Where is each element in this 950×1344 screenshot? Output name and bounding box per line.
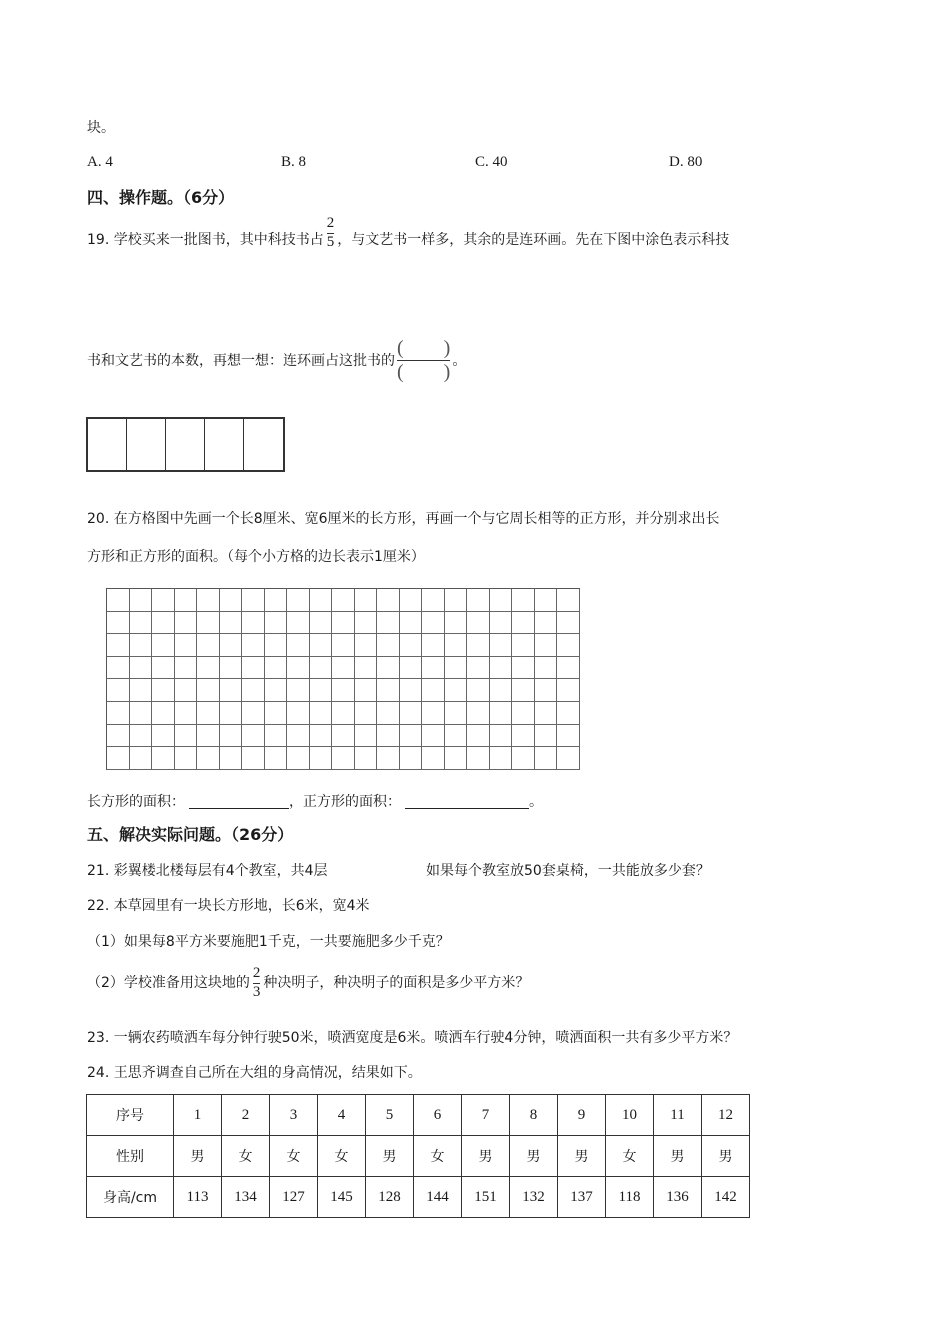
- height-cell: 137: [558, 1177, 606, 1218]
- grid-cell[interactable]: [422, 702, 445, 725]
- grid-cell[interactable]: [130, 702, 153, 725]
- grid-cell[interactable]: [445, 747, 468, 770]
- grid-cell[interactable]: [265, 612, 288, 635]
- grid-cell[interactable]: [445, 612, 468, 635]
- grid-cell[interactable]: [557, 679, 580, 702]
- fraction-numerator: 2: [252, 965, 261, 981]
- answer-end: 。: [529, 794, 543, 810]
- grid-cell[interactable]: [490, 679, 513, 702]
- id-cell: 5: [366, 1095, 414, 1136]
- grid-cell[interactable]: [265, 589, 288, 612]
- gender-cell: 男: [174, 1136, 222, 1177]
- id-cell: 11: [654, 1095, 702, 1136]
- grid-cell[interactable]: [310, 747, 333, 770]
- grid-cell[interactable]: [355, 589, 378, 612]
- q22-sub2-before: （2）学校准备用这块地的: [87, 975, 250, 992]
- grid-cell[interactable]: [535, 725, 558, 748]
- grid-cell[interactable]: [400, 657, 423, 680]
- grid-cell[interactable]: [220, 657, 243, 680]
- grid-cell[interactable]: [310, 612, 333, 635]
- height-cell: 144: [414, 1177, 462, 1218]
- grid-cell[interactable]: [152, 634, 175, 657]
- grid-cell[interactable]: [310, 702, 333, 725]
- grid-cell[interactable]: [197, 725, 220, 748]
- grid-cell[interactable]: [535, 679, 558, 702]
- grid-cell[interactable]: [175, 747, 198, 770]
- grid-cell[interactable]: [107, 725, 130, 748]
- grid-cell[interactable]: [400, 679, 423, 702]
- gender-cell: 女: [318, 1136, 366, 1177]
- grid-cell[interactable]: [310, 657, 333, 680]
- square-area-label: 正方形的面积：: [303, 794, 401, 810]
- grid-cell[interactable]: [377, 679, 400, 702]
- grid-cell[interactable]: [175, 634, 198, 657]
- grid-cell[interactable]: [355, 725, 378, 748]
- square-area-blank[interactable]: [405, 794, 529, 809]
- grid-cell[interactable]: [130, 612, 153, 635]
- grid-cell[interactable]: [377, 589, 400, 612]
- grid-cell[interactable]: [242, 589, 265, 612]
- gender-cell: 女: [414, 1136, 462, 1177]
- grid-cell[interactable]: [490, 725, 513, 748]
- grid-cell[interactable]: [242, 657, 265, 680]
- q22-sub2: [87, 966, 529, 1001]
- answer-separator: ，: [289, 794, 303, 810]
- q18-option-a: A. 4: [87, 154, 113, 170]
- gender-cell: 女: [270, 1136, 318, 1177]
- q20-answer-line: [87, 794, 543, 809]
- grid-cell[interactable]: [535, 589, 558, 612]
- id-cell: 6: [414, 1095, 462, 1136]
- grid-cell[interactable]: [467, 657, 490, 680]
- grid-cell[interactable]: [287, 634, 310, 657]
- grid-cell[interactable]: [265, 634, 288, 657]
- grid-cell[interactable]: [265, 679, 288, 702]
- gender-cell: 男: [462, 1136, 510, 1177]
- grid-cell[interactable]: [422, 679, 445, 702]
- grid-cell[interactable]: [310, 725, 333, 748]
- height-cell: 136: [654, 1177, 702, 1218]
- q18-continuation: 块。: [87, 120, 115, 136]
- q19-fraction: [327, 216, 335, 251]
- grid-cell[interactable]: [422, 634, 445, 657]
- gender-cell: 男: [702, 1136, 750, 1177]
- row-header-gender: 性别: [87, 1136, 174, 1177]
- grid-cell[interactable]: [467, 589, 490, 612]
- height-cell: 134: [222, 1177, 270, 1218]
- grid-cell[interactable]: [400, 612, 423, 635]
- grid-cell[interactable]: [467, 679, 490, 702]
- grid-cell[interactable]: [535, 612, 558, 635]
- row-header-height: 身高/cm: [87, 1177, 174, 1218]
- grid-cell[interactable]: [107, 747, 130, 770]
- grid-cell[interactable]: [310, 634, 333, 657]
- height-cell: 118: [606, 1177, 654, 1218]
- q20-line2: 方形和正方形的面积。（每个小方格的边长表示1厘米）: [87, 549, 425, 565]
- grid-cell[interactable]: [377, 612, 400, 635]
- grid-cell[interactable]: [287, 702, 310, 725]
- grid-cell[interactable]: [467, 702, 490, 725]
- height-cell: 132: [510, 1177, 558, 1218]
- height-cell: 127: [270, 1177, 318, 1218]
- q21-part2: 如果每个教室放50套桌椅，一共能放多少套？: [426, 863, 710, 879]
- grid-cell[interactable]: [332, 634, 355, 657]
- grid-cell[interactable]: [557, 612, 580, 635]
- gender-cell: 女: [606, 1136, 654, 1177]
- id-cell: 3: [270, 1095, 318, 1136]
- grid-cell[interactable]: [152, 612, 175, 635]
- grid-cell[interactable]: [107, 657, 130, 680]
- q18-option-b: B. 8: [281, 154, 307, 170]
- grid-cell[interactable]: [265, 657, 288, 680]
- grid-cell[interactable]: [242, 725, 265, 748]
- fraction-denominator: 5: [326, 233, 335, 250]
- grid-cell[interactable]: [445, 657, 468, 680]
- grid-cell[interactable]: [445, 725, 468, 748]
- grid-cell[interactable]: [265, 702, 288, 725]
- grid-cell[interactable]: [422, 725, 445, 748]
- grid-cell[interactable]: [355, 657, 378, 680]
- grid-cell[interactable]: [310, 679, 333, 702]
- height-cell: 128: [366, 1177, 414, 1218]
- grid-cell[interactable]: [490, 702, 513, 725]
- grid-cell[interactable]: [445, 634, 468, 657]
- grid-cell[interactable]: [467, 747, 490, 770]
- q24-text: 24. 王思齐调查自己所在大组的身高情况，结果如下。: [87, 1065, 422, 1081]
- bar-segment-4[interactable]: [205, 419, 244, 470]
- grid-cell[interactable]: [287, 725, 310, 748]
- answer-numerator-blank[interactable]: ( ): [397, 337, 451, 359]
- grid-cell[interactable]: [467, 634, 490, 657]
- grid-cell[interactable]: [557, 702, 580, 725]
- grid-cell[interactable]: [400, 725, 423, 748]
- grid-cell[interactable]: [287, 612, 310, 635]
- grid-cell[interactable]: [175, 612, 198, 635]
- grid-cell[interactable]: [152, 725, 175, 748]
- gender-cell: 女: [222, 1136, 270, 1177]
- grid-cell[interactable]: [512, 702, 535, 725]
- grid-cell[interactable]: [220, 612, 243, 635]
- grid-cell[interactable]: [287, 589, 310, 612]
- grid-cell[interactable]: [535, 634, 558, 657]
- grid-cell[interactable]: [220, 702, 243, 725]
- height-cell: 151: [462, 1177, 510, 1218]
- grid-cell[interactable]: [377, 702, 400, 725]
- grid-cell[interactable]: [152, 747, 175, 770]
- q22-stem: 22. 本草园里有一块长方形地，长6米，宽4米: [87, 898, 370, 914]
- grid-cell[interactable]: [512, 634, 535, 657]
- grid-cell[interactable]: [242, 634, 265, 657]
- fraction-denominator: 3: [252, 983, 261, 1000]
- grid-cell[interactable]: [355, 612, 378, 635]
- grid-cell[interactable]: [332, 702, 355, 725]
- q21-part1: 21. 彩翼楼北楼每层有4个教室，共4层: [87, 863, 328, 879]
- id-cell: 10: [606, 1095, 654, 1136]
- grid-cell[interactable]: [107, 612, 130, 635]
- grid-cell[interactable]: [332, 679, 355, 702]
- grid-cell[interactable]: [400, 634, 423, 657]
- grid-cell[interactable]: [355, 634, 378, 657]
- grid-cell[interactable]: [512, 747, 535, 770]
- grid-cell[interactable]: [355, 679, 378, 702]
- grid-cell[interactable]: [557, 589, 580, 612]
- grid-cell[interactable]: [512, 657, 535, 680]
- grid-cell[interactable]: [197, 657, 220, 680]
- grid-cell[interactable]: [197, 747, 220, 770]
- grid-cell[interactable]: [197, 702, 220, 725]
- grid-cell[interactable]: [242, 702, 265, 725]
- bar-segment-5[interactable]: [244, 419, 283, 470]
- id-cell: 2: [222, 1095, 270, 1136]
- grid-cell[interactable]: [332, 657, 355, 680]
- grid-cell[interactable]: [287, 679, 310, 702]
- grid-cell[interactable]: [332, 612, 355, 635]
- grid-cell[interactable]: [220, 634, 243, 657]
- gender-cell: 男: [366, 1136, 414, 1177]
- grid-cell[interactable]: [490, 747, 513, 770]
- grid-cell[interactable]: [535, 702, 558, 725]
- grid-cell[interactable]: [107, 589, 130, 612]
- bar-segment-3[interactable]: [166, 419, 205, 470]
- grid-cell[interactable]: [422, 657, 445, 680]
- grid-cell[interactable]: [265, 725, 288, 748]
- gender-cell: 男: [654, 1136, 702, 1177]
- gender-cell: 男: [510, 1136, 558, 1177]
- grid-cell[interactable]: [490, 589, 513, 612]
- table-row-ids: [87, 1095, 750, 1136]
- height-survey-table: [86, 1094, 750, 1218]
- grid-cell[interactable]: [130, 725, 153, 748]
- grid-cell[interactable]: [512, 725, 535, 748]
- grid-cell[interactable]: [175, 702, 198, 725]
- rect-area-blank[interactable]: [189, 794, 289, 809]
- grid-cell[interactable]: [512, 589, 535, 612]
- q19-five-part-bar: [86, 417, 285, 472]
- q19-line1: [87, 215, 730, 258]
- grid-cell[interactable]: [445, 589, 468, 612]
- q22-sub1: （1）如果每8平方米要施肥1千克，一共要施肥多少千克？: [87, 934, 450, 950]
- q19-line2-end: 。: [452, 352, 467, 369]
- grid-cell[interactable]: [355, 747, 378, 770]
- grid-cell[interactable]: [107, 702, 130, 725]
- grid-cell[interactable]: [242, 612, 265, 635]
- grid-cell[interactable]: [107, 679, 130, 702]
- grid-cell[interactable]: [130, 679, 153, 702]
- grid-cell[interactable]: [242, 679, 265, 702]
- id-cell: 8: [510, 1095, 558, 1136]
- q23-text: 23. 一辆农药喷洒车每分钟行驶50米，喷洒宽度是6米。喷洒车行驶4分钟，喷洒面积一共有多少平方米？: [87, 1030, 738, 1046]
- bar-segment-1[interactable]: [88, 419, 127, 470]
- height-cell: 142: [702, 1177, 750, 1218]
- grid-cell[interactable]: [467, 612, 490, 635]
- grid-cell[interactable]: [175, 679, 198, 702]
- height-cell: 145: [318, 1177, 366, 1218]
- grid-cell[interactable]: [197, 612, 220, 635]
- grid-cell[interactable]: [197, 589, 220, 612]
- grid-cell[interactable]: [512, 612, 535, 635]
- square-grid[interactable]: [106, 588, 580, 770]
- section4-title: 四、操作题。（6分）: [87, 188, 235, 207]
- grid-cell[interactable]: [445, 679, 468, 702]
- q19-answer-fraction[interactable]: [397, 338, 450, 383]
- grid-cell[interactable]: [220, 725, 243, 748]
- grid-cell[interactable]: [287, 657, 310, 680]
- grid-cell[interactable]: [422, 612, 445, 635]
- grid-cell[interactable]: [377, 747, 400, 770]
- q18-option-c: C. 40: [475, 154, 508, 170]
- grid-cell[interactable]: [220, 679, 243, 702]
- section5-title: 五、解决实际问题。（26分）: [87, 825, 294, 844]
- grid-cell[interactable]: [130, 589, 153, 612]
- row-header-id: 序号: [87, 1095, 174, 1136]
- grid-cell[interactable]: [400, 702, 423, 725]
- id-cell: 4: [318, 1095, 366, 1136]
- grid-cell[interactable]: [242, 747, 265, 770]
- bar-segment-2[interactable]: [127, 419, 166, 470]
- grid-cell[interactable]: [377, 657, 400, 680]
- grid-cell[interactable]: [310, 589, 333, 612]
- q22-fraction: [253, 966, 261, 1001]
- grid-cell[interactable]: [355, 702, 378, 725]
- q19-text-after: ，与文艺书一样多，其余的是连环画。先在下图中涂色表示科技: [337, 232, 730, 249]
- grid-cell[interactable]: [400, 747, 423, 770]
- grid-cell[interactable]: [557, 634, 580, 657]
- grid-cell[interactable]: [490, 657, 513, 680]
- grid-cell[interactable]: [557, 657, 580, 680]
- grid-cell[interactable]: [197, 679, 220, 702]
- grid-cell[interactable]: [467, 725, 490, 748]
- grid-cell[interactable]: [445, 702, 468, 725]
- id-cell: 1: [174, 1095, 222, 1136]
- q19-line2: [87, 338, 466, 383]
- gender-cell: 男: [558, 1136, 606, 1177]
- grid-cell[interactable]: [220, 747, 243, 770]
- grid-cell[interactable]: [332, 725, 355, 748]
- grid-cell[interactable]: [265, 747, 288, 770]
- grid-cell[interactable]: [332, 589, 355, 612]
- grid-cell[interactable]: [107, 634, 130, 657]
- grid-cell[interactable]: [175, 725, 198, 748]
- height-cell: 113: [174, 1177, 222, 1218]
- grid-cell[interactable]: [377, 725, 400, 748]
- answer-denominator-blank[interactable]: ( ): [397, 361, 451, 383]
- grid-cell[interactable]: [512, 679, 535, 702]
- q20-line1: 20. 在方格图中先画一个长8厘米、宽6厘米的长方形，再画一个与它周长相等的正方形，并分别求出长: [87, 511, 720, 527]
- grid-cell[interactable]: [220, 589, 243, 612]
- table-row-gender: [87, 1136, 750, 1177]
- grid-cell[interactable]: [377, 634, 400, 657]
- id-cell: 9: [558, 1095, 606, 1136]
- q18-option-d: D. 80: [669, 154, 703, 170]
- q22-sub2-after: 种决明子，种决明子的面积是多少平方米？: [263, 975, 530, 992]
- grid-cell[interactable]: [152, 702, 175, 725]
- rect-area-label: 长方形的面积：: [87, 794, 185, 810]
- grid-cell[interactable]: [535, 747, 558, 770]
- id-cell: 7: [462, 1095, 510, 1136]
- grid-cell[interactable]: [557, 747, 580, 770]
- grid-cell[interactable]: [197, 634, 220, 657]
- grid-cell[interactable]: [400, 589, 423, 612]
- grid-cell[interactable]: [490, 612, 513, 635]
- grid-cell[interactable]: [535, 657, 558, 680]
- q19-line2-text: 书和文艺书的本数，再想一想：连环画占这批书的: [87, 352, 395, 369]
- grid-cell[interactable]: [422, 589, 445, 612]
- grid-cell[interactable]: [130, 657, 153, 680]
- grid-cell[interactable]: [422, 747, 445, 770]
- fraction-numerator: 2: [326, 215, 335, 231]
- grid-cell[interactable]: [130, 634, 153, 657]
- grid-cell[interactable]: [287, 747, 310, 770]
- grid-cell[interactable]: [152, 589, 175, 612]
- q19-text-before: 19. 学校买来一批图书，其中科技书占: [87, 232, 324, 249]
- id-cell: 12: [702, 1095, 750, 1136]
- grid-cell[interactable]: [130, 747, 153, 770]
- grid-cell[interactable]: [332, 747, 355, 770]
- grid-cell[interactable]: [557, 725, 580, 748]
- table-row-height: [87, 1177, 750, 1218]
- grid-cell[interactable]: [152, 657, 175, 680]
- grid-cell[interactable]: [175, 589, 198, 612]
- grid-cell[interactable]: [490, 634, 513, 657]
- grid-cell[interactable]: [175, 657, 198, 680]
- grid-cell[interactable]: [152, 679, 175, 702]
